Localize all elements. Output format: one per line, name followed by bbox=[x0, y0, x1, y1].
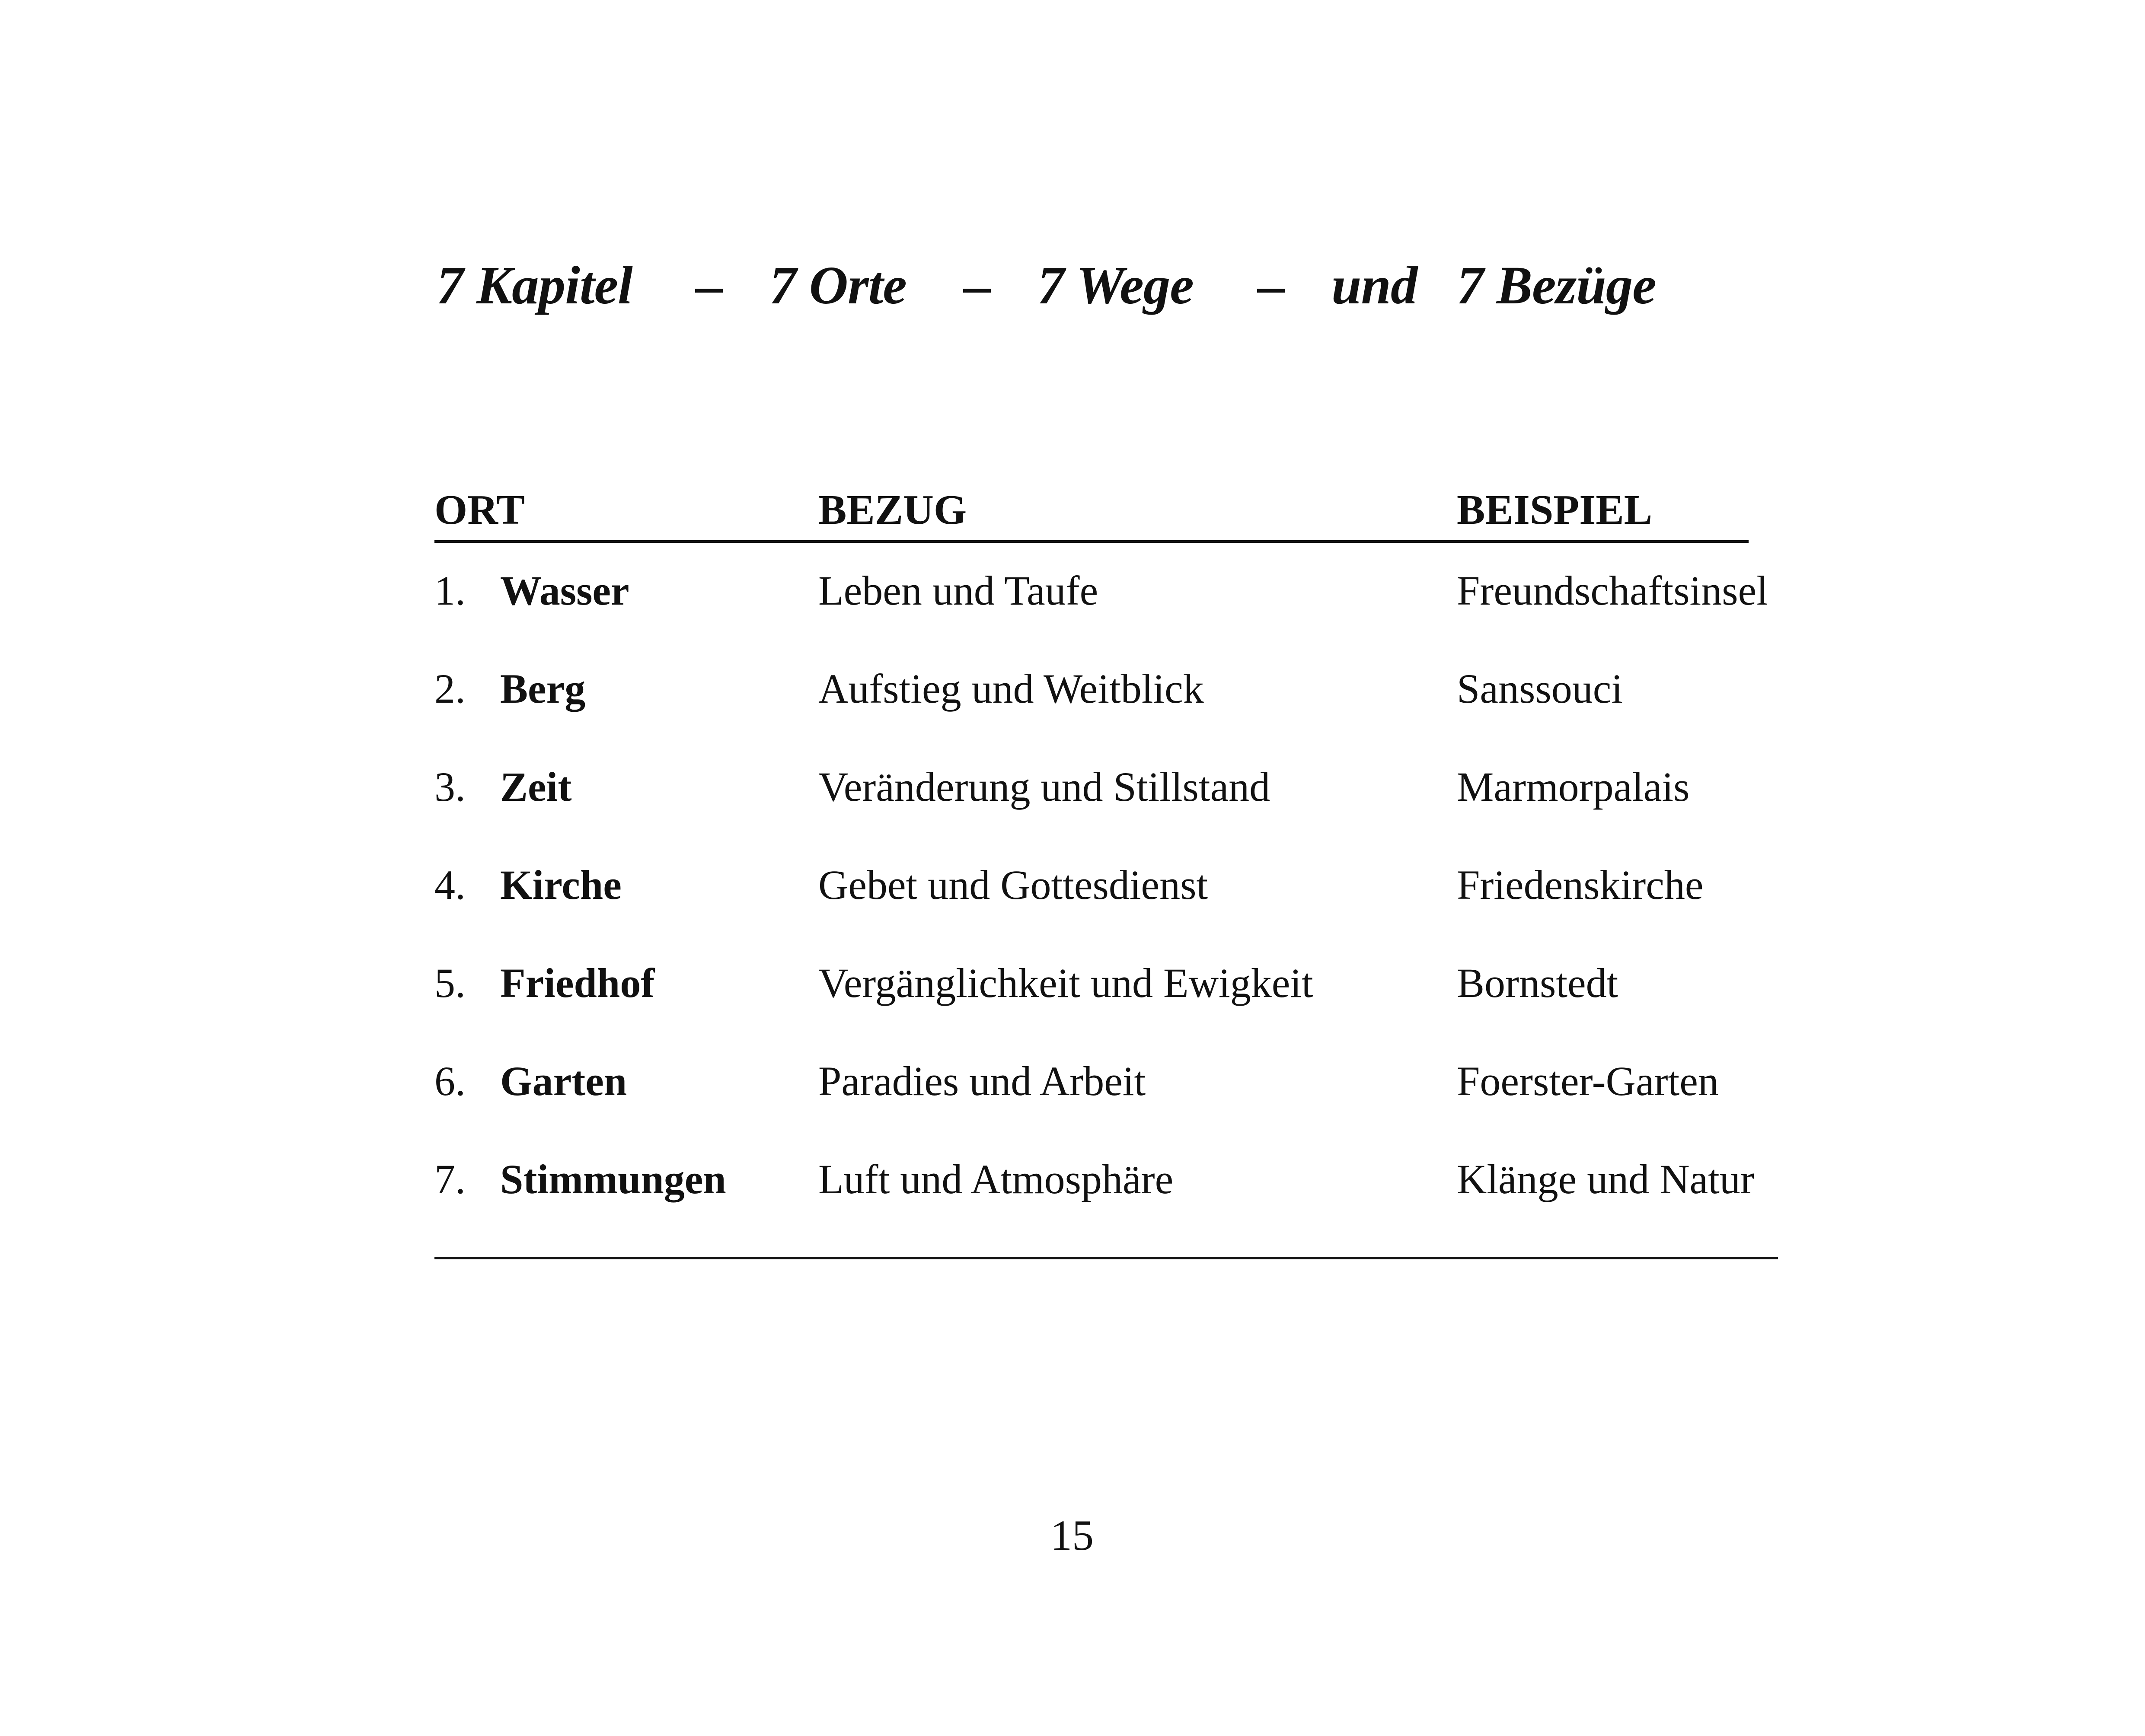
row-beispiel: Freundschaftsinsel bbox=[1457, 567, 1768, 614]
row-beispiel: Klänge und Natur bbox=[1457, 1156, 1754, 1202]
row-bezug: Leben und Taufe bbox=[818, 567, 1098, 614]
row-number: 5. bbox=[434, 960, 466, 1006]
row-ort: Berg bbox=[500, 666, 586, 712]
table-row bbox=[434, 763, 1783, 861]
row-ort: Kirche bbox=[500, 862, 622, 908]
title-dash: – bbox=[964, 256, 991, 315]
row-bezug: Paradies und Arbeit bbox=[818, 1058, 1146, 1104]
title-dash: – bbox=[696, 256, 723, 315]
row-bezug: Vergänglichkeit und Ewigkeit bbox=[818, 960, 1313, 1006]
title-part-places: 7 Orte bbox=[769, 256, 907, 315]
table-row bbox=[434, 665, 1783, 763]
column-header-bezug: BEZUG bbox=[818, 487, 967, 533]
row-number: 3. bbox=[434, 764, 466, 810]
row-bezug: Gebet und Gottesdienst bbox=[818, 862, 1208, 908]
table-body bbox=[434, 543, 1783, 1253]
table-header bbox=[434, 484, 1749, 543]
table-row bbox=[434, 861, 1783, 959]
places-table bbox=[434, 484, 1783, 1253]
table-row bbox=[434, 959, 1783, 1057]
table-row bbox=[434, 1057, 1783, 1155]
row-ort: Wasser bbox=[500, 567, 629, 614]
column-header-ort: ORT bbox=[434, 487, 525, 533]
row-number: 7. bbox=[434, 1156, 466, 1202]
table-row bbox=[434, 567, 1783, 665]
row-ort: Stimmungen bbox=[500, 1156, 726, 1202]
row-bezug: Veränderung und Stillstand bbox=[818, 764, 1270, 810]
row-bezug: Luft und Atmosphäre bbox=[818, 1156, 1174, 1202]
row-number: 1. bbox=[434, 567, 466, 614]
title-part-ways: 7 Wege bbox=[1037, 256, 1194, 315]
row-ort: Friedhof bbox=[500, 960, 655, 1006]
row-beispiel: Marmorpalais bbox=[1457, 764, 1690, 810]
title-part-and: und bbox=[1331, 256, 1417, 315]
row-ort: Zeit bbox=[500, 764, 572, 810]
row-number: 6. bbox=[434, 1058, 466, 1104]
table-bottom-rule bbox=[434, 1257, 1778, 1259]
title-dash: – bbox=[1258, 256, 1285, 315]
page-number: 15 bbox=[1050, 1511, 1094, 1559]
row-beispiel: Friedenskirche bbox=[1457, 862, 1704, 908]
row-bezug: Aufstieg und Weitblick bbox=[818, 666, 1204, 712]
row-beispiel: Sanssouci bbox=[1457, 666, 1623, 712]
table-row bbox=[434, 1155, 1783, 1253]
row-beispiel: Bornstedt bbox=[1457, 960, 1618, 1006]
row-number: 4. bbox=[434, 862, 466, 908]
title-part-chapters: 7 Kapitel bbox=[437, 256, 632, 315]
title-part-references: 7 Bezüge bbox=[1457, 256, 1656, 315]
row-number: 2. bbox=[434, 666, 466, 712]
row-beispiel: Foerster-Garten bbox=[1457, 1058, 1719, 1104]
row-ort: Garten bbox=[500, 1058, 627, 1104]
column-header-beispiel: BEISPIEL bbox=[1457, 487, 1653, 533]
